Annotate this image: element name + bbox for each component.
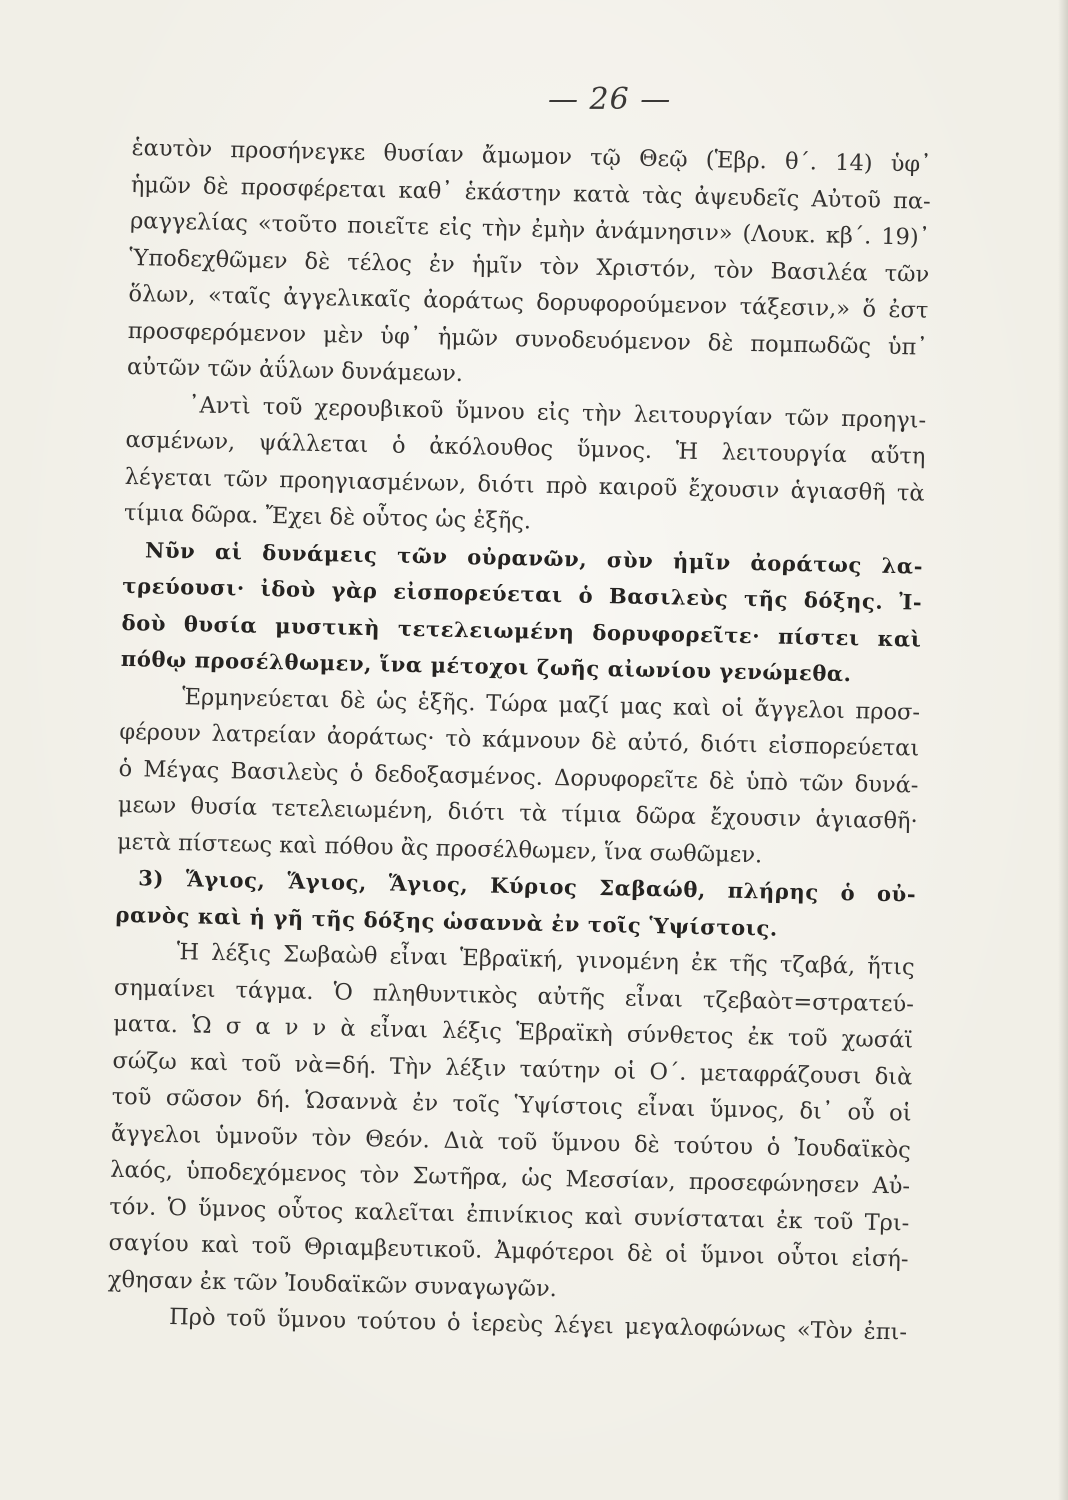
- hymn-text-line: τρεύουσι· ἰδοὺ γὰρ εἰσπορεύεται ὁ Βασιλεὺς τῆς δόξης. Ἰ-: [122, 572, 923, 615]
- text-line: ᾽Αντὶ τοῦ χερουβικοῦ ὕμνου εἰς τὴν λειτουργίαν τῶν προηγι-: [187, 391, 927, 434]
- text-line: μετὰ πίστεως καὶ πόθου ἂς προσέλθωμεν, ἵνα σωθῶμεν.: [116, 828, 763, 868]
- text-line: σώζω καὶ τοῦ νὰ=δή. Τὴν λέξιν ταύτην οἱ Ο΄. μεταφράζουσι διὰ: [112, 1047, 913, 1091]
- text-line: ματα. Ὡ σ α ν ν ὰ εἶναι λέξις Ἑβραϊκὴ σύνθετος ἐκ τοῦ χωσάϊ: [113, 1010, 914, 1054]
- text-line: τόν. Ὁ ὕμνος οὗτος καλεῖται ἐπινίκιος καὶ συνίσταται ἐκ τοῦ Τρι-: [109, 1193, 910, 1237]
- text-line: λέγεται τῶν προηγιασμένων, διότι πρὸ καιροῦ ἔχουσιν ἁγιασθῆ τὰ: [124, 463, 925, 507]
- text-line: σημαίνει τάγμα. Ὁ πληθυντικὸς αὐτῆς εἶναι τζεβαὸτ=στρατεύ-: [113, 974, 915, 1018]
- text-line: Ὑποδεχθῶμεν δὲ τέλος ἐν ἡμῖν τὸν Χριστόν, τὸν Βασιλέα τῶν: [129, 244, 930, 288]
- text-line: τίμια δῶρα. Ἔχει δὲ οὗτος ὡς ἑξῆς.: [123, 499, 532, 535]
- text-line: Πρὸ τοῦ ὕμνου τούτου ὁ ἱερεὺς λέγει μεγαλοφώνως «Τὸν ἐπι-: [168, 1304, 908, 1346]
- text-line: λαός, ὑποδεχόμενος τὸν Σωτῆρα, ὡς Μεσσίαν, προσεφώνησεν Αὐ-: [109, 1156, 911, 1200]
- text-line: τοῦ σῶσον δή. Ὡσαννὰ ἐν τοῖς Ὑψίστοις εἶναι ὕμνος, δι᾽ οὗ οἱ: [111, 1083, 912, 1127]
- text-line: ασμένων, ψάλλεται ὁ ἀκόλουθος ὕμνος. Ἡ λειτουργία αὕτη: [125, 426, 926, 470]
- page-edge-shadow: [1058, 0, 1068, 1500]
- hymn-text-line: ρανὸς καὶ ἡ γῆ τῆς δόξης ὡσαννὰ ἐν τοῖς Ὑψίστοις.: [115, 901, 779, 941]
- text-line: αὐτῶν τῶν ἀΰλων δυνάμεων.: [126, 353, 464, 387]
- text-line: χθησαν ἐκ τῶν Ἰουδαϊκῶν συναγωγῶν.: [107, 1266, 558, 1302]
- text-line: ὅλων, «ταῖς ἀγγελικαῖς ἀοράτως δορυφορούμενον τάξεσιν,» ὅ ἐστ: [128, 280, 929, 324]
- text-line: ραγγελίας «τοῦτο ποιεῖτε εἰς τὴν ἐμὴν ἀνάμνησιν» (Λουκ. κβ΄. 19)᾽: [129, 207, 931, 251]
- text-line: ὁ Μέγας Βασιλεὺς ὁ δεδοξασμένος. Δορυφορεῖτε δὲ ὑπὸ τῶν δυνά-: [118, 755, 919, 799]
- text-line: ἑαυτὸν προσήνεγκε θυσίαν ἄμωμον τῷ Θεῷ (Ἑβρ. θ΄. 14) ὑφ᾽: [131, 134, 932, 178]
- text-line: Ἡ λέξις Σωβαὼθ εἶναι Ἑβραϊκή, γινομένη ἐκ τῆς τζαβά, ἥτις: [176, 939, 915, 981]
- body-text: [107, 130, 932, 1351]
- hymn-text-line: πόθῳ προσέλθωμεν, ἵνα μέτοχοι ζωῆς αἰωνίου γενώμεθα.: [120, 645, 852, 687]
- hymn-text-line: 3) Ἅγιος, Ἅγιος, Ἅγιος, Κύριος Σαβαώθ, πλήρης ὁ οὐ-: [138, 865, 917, 907]
- text-line: προσφερόμενον μὲν ὑφ᾽ ἡμῶν συνοδευόμενον δὲ πομπωδῶς ὑπ᾽: [127, 317, 928, 361]
- text-line: Ἑρμηνεύεται δὲ ὡς ἑξῆς. Τώρα μαζί μας καὶ οἱ ἄγγελοι προσ-: [181, 683, 921, 726]
- hymn-text-line: δοὺ θυσία μυστικὴ τετελειωμένη δορυφορεῖτε· πίστει καὶ: [121, 609, 922, 652]
- text-line: σαγίου καὶ τοῦ Θριαμβευτικοῦ. Ἀμφότεροι δὲ οἱ ὕμνοι οὗτοι εἰσή-: [108, 1229, 909, 1273]
- text-line: ἡμῶν δὲ προσφέρεται καθ᾽ ἑκάστην κατὰ τὰς ἀψευδεῖς Αὐτοῦ πα-: [130, 171, 931, 215]
- page-number: — 26 —: [548, 82, 672, 117]
- text-line: ἄγγελοι ὑμνοῦν τὸν Θεόν. Διὰ τοῦ ὕμνου δὲ τούτου ὁ Ἰουδαϊκὸς: [110, 1120, 912, 1164]
- text-line: φέρουν λατρείαν ἀοράτως· τὸ κάμνουν δὲ αὐτό, διότι εἰσπορεύεται: [119, 718, 920, 762]
- text-line: μεων θυσία τετελειωμένη, διότι τὰ τίμια δῶρα ἔχουσιν ἁγιασθῆ·: [117, 791, 918, 835]
- hymn-text-line: Νῦν αἱ δυνάμεις τῶν οὐρανῶν, σὺν ἡμῖν ἀοράτως λα-: [144, 536, 924, 579]
